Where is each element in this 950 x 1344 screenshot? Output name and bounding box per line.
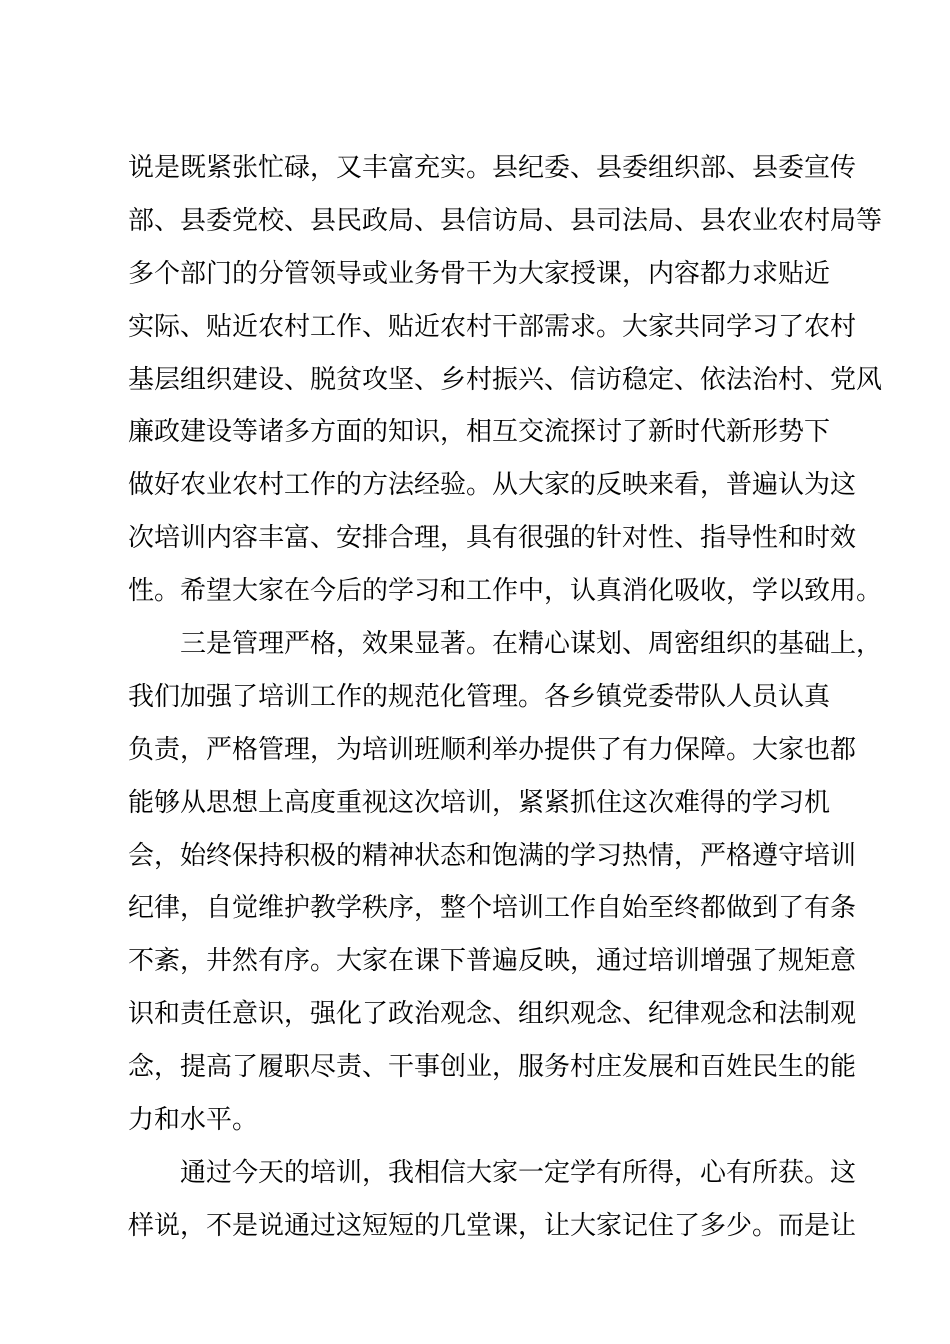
text-line: 纪律，自觉维护教学秩序，整个培训工作自始至终都做到了有条 — [128, 893, 857, 924]
text-line: 性。希望大家在今后的学习和工作中，认真消化吸收，学以致用。 — [128, 576, 883, 607]
text-line: 不紊，井然有序。大家在课下普遍反映，通过培训增强了规矩意 — [128, 946, 857, 977]
text-line: 负责，严格管理，为培训班顺利举办提供了有力保障。大家也都 — [128, 734, 857, 765]
text-line: 会，始终保持积极的精神状态和饱满的学习热情，严格遵守培训 — [128, 840, 857, 871]
text-line: 能够从思想上高度重视这次培训，紧紧抓住这次难得的学习机 — [128, 787, 831, 818]
text-line: 念，提高了履职尽责、干事创业，服务村庄发展和百姓民生的能 — [128, 1052, 857, 1083]
text-line: 部、县委党校、县民政局、县信访局、县司法局、县农业农村局等 — [128, 205, 883, 236]
text-line: 实际、贴近农村工作、贴近农村干部需求。大家共同学习了农村 — [128, 311, 857, 342]
text-line: 做好农业农村工作的方法经验。从大家的反映来看，普遍认为这 — [128, 470, 857, 501]
document-body — [128, 142, 883, 1253]
text-line: 多个部门的分管领导或业务骨干为大家授课，内容都力求贴近 — [128, 258, 831, 289]
text-line: 说是既紧张忙碌，又丰富充实。县纪委、县委组织部、县委宣传 — [128, 153, 857, 183]
text-line: 识和责任意识，强化了政治观念、组织观念、纪律观念和法制观 — [128, 999, 857, 1030]
text-line: 次培训内容丰富、安排合理，具有很强的针对性、指导性和时效 — [128, 523, 857, 554]
text-line: 样说，不是说通过这短短的几堂课，让大家记住了多少。而是让 — [128, 1210, 857, 1241]
text-line: 通过今天的培训，我相信大家一定学有所得，心有所获。这 — [180, 1157, 857, 1188]
text-line: 廉政建设等诸多方面的知识，相互交流探讨了新时代新形势下 — [128, 417, 831, 448]
text-line: 我们加强了培训工作的规范化管理。各乡镇党委带队人员认真 — [128, 681, 831, 712]
text-line: 力和水平。 — [128, 1105, 259, 1136]
text-line: 基层组织建设、脱贫攻坚、乡村振兴、信访稳定、依法治村、党风 — [128, 364, 883, 395]
text-line: 三是管理严格，效果显著。在精心谋划、周密组织的基础上， — [180, 629, 883, 660]
